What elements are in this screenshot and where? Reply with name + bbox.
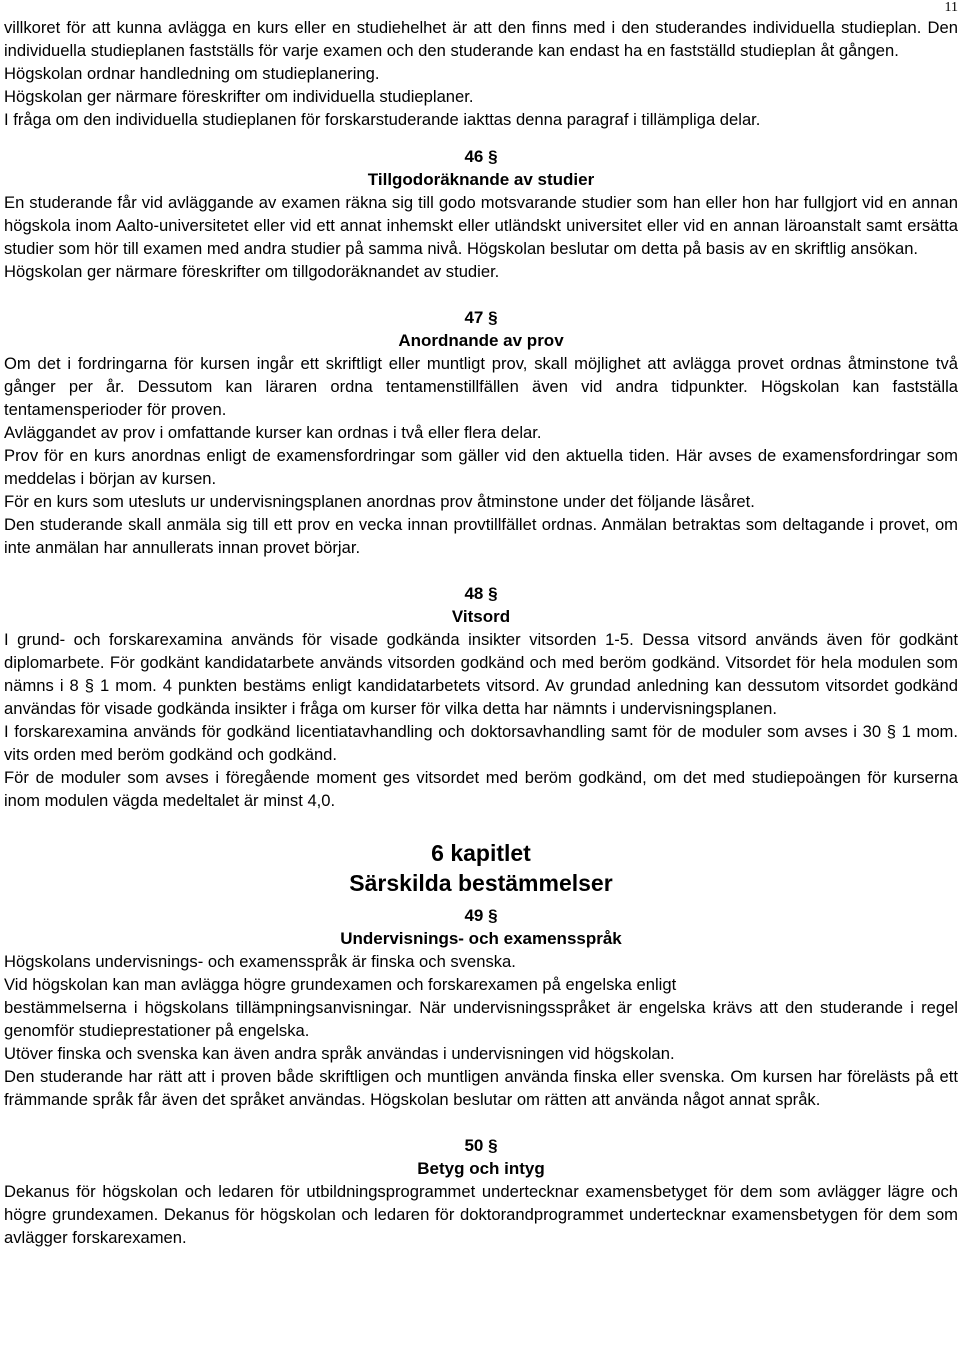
section-47-paragraph-2: Avläggandet av prov i omfattande kurser kan ordnas i två eller flera delar. — [4, 423, 542, 442]
section-47-paragraph-1: Om det i fordringarna för kursen ingår ett skriftligt eller muntligt prov, skall möjlighet att avlägga provet ordnas åtminstone två gånger per år. Dessutom kan läraren ordna tentamenstillfällen även vid andra tidpunkter. Högskolan kan fastställa tentamensperioder för proven. — [4, 354, 958, 419]
section-number: 50 — [464, 1136, 484, 1155]
intro-paragraph-1: villkoret för att kunna avlägga en kurs eller en studiehelhet är att den finns med i den studerandes individuella studieplan. Den individuella studieplanen fastställs för varje examen och den studerande kan endast ha en fastställd studieplan åt gången. — [4, 18, 958, 60]
section-sign-icon: § — [488, 308, 498, 327]
section-46-paragraph-2: Högskolan ger närmare föreskrifter om tillgodoräknandet av studier. — [4, 262, 500, 281]
section-49-paragraph-2: Vid högskolan kan man avlägga högre grundexamen och forskarexamen på engelska enligt — [4, 975, 677, 994]
section-number: 47 — [464, 308, 484, 327]
intro-paragraph-4: I fråga om den individuella studieplanen för forskarstuderande iakttas denna paragraf i tillämpliga delar. — [4, 110, 761, 129]
chapter-number: 6 kapitlet — [431, 840, 531, 866]
section-number: 49 — [464, 906, 484, 925]
section-50-paragraph-1: Dekanus för högskolan och ledaren för utbildningsprogrammet undertecknar examensbetyget för dem som avlägger lägre och högre grundexamen. Dekanus för högskolan och ledaren för doktorandprogrammet undertecknar examensbetygen för dem som avlägger forskarexamen. — [4, 1182, 958, 1247]
section-49-title: Undervisnings- och examensspråk — [340, 929, 622, 948]
section-46-number — [4, 145, 958, 168]
page-number: 11 — [944, 0, 958, 15]
section-48-paragraph-1: I grund- och forskarexamina används för visade godkända insikter vitsorden 1-5. Dessa vitsord används även för godkänt diplomarbete. För godkänt kandidatarbete används vitsorden godkänd och med beröm godkänd. Vitsordet för hela modulen som nämns i 8 § 1 mom. 4 punkten bestäms enligt kandidatarbetets vitsord. Av grundad anledning kan dessutom vitsordet godkänd användas för visade godkända insikter i fråga om kurser för vilka detta har nämnts i undervisningsplanen. — [4, 630, 958, 718]
intro-paragraph-3: Högskolan ger närmare föreskrifter om individuella studieplaner. — [4, 87, 474, 106]
section-50-title: Betyg och intyg — [417, 1159, 545, 1178]
section-50-number — [4, 1134, 958, 1157]
section-47-number — [4, 306, 958, 329]
section-47-paragraph-5: Den studerande skall anmäla sig till ett prov en vecka innan provtillfället ordnas. Anmälan betraktas som deltagande i provet, om inte anmälan har annullerats innan provet börjar. — [4, 515, 958, 557]
section-46-paragraph-1: En studerande får vid avläggande av examen räkna sig till godo motsvarande studier som han eller hon har fullgjort vid en annan högskola inom Aalto-universitetet eller vid ett annat inhemskt eller utländskt universitet eller vid en annan läroanstalt samt ersätta studier som hör till examen med andra studier på samma nivå. Högskolan beslutar om detta på basis av en skriftlig ansökan. — [4, 193, 958, 258]
section-sign-icon: § — [488, 906, 498, 925]
section-49-number — [4, 904, 958, 927]
section-sign-icon: § — [488, 584, 498, 603]
section-sign-icon: § — [488, 147, 498, 166]
section-48-paragraph-3: För de moduler som avses i föregående moment ges vitsordet med beröm godkänd, om det med studiepoängen för kurserna inom modulen vägda medeltalet är minst 4,0. — [4, 768, 958, 810]
section-49-paragraph-1: Högskolans undervisnings- och examensspråk är finska och svenska. — [4, 952, 516, 971]
section-number: 46 — [464, 147, 484, 166]
chapter-title: Särskilda bestämmelser — [349, 870, 613, 896]
document-page — [4, 16, 958, 1249]
section-48-paragraph-2: I forskarexamina används för godkänd licentiatavhandling och doktorsavhandling samt för de moduler som avses i 30 § 1 mom. vits orden med beröm godkänd och godkänd. — [4, 722, 958, 764]
section-47-title: Anordnande av prov — [398, 331, 564, 350]
section-49-paragraph-3: bestämmelserna i högskolans tillämpningsanvisningar. När undervisningsspråket är engelska krävs att den studerande i regel genomför studieprestationer på engelska. — [4, 998, 958, 1040]
section-sign-icon: § — [488, 1136, 498, 1155]
intro-paragraph-2: Högskolan ordnar handledning om studieplanering. — [4, 64, 380, 83]
section-47-paragraph-3: Prov för en kurs anordnas enligt de examensfordringar som gäller vid den aktuella tiden. Här avses de examensfordringar som meddelas i början av kursen. — [4, 446, 958, 488]
section-48-title: Vitsord — [451, 607, 511, 626]
section-47-paragraph-4: För en kurs som utesluts ur undervisningsplanen anordnas prov åtminstone under det följande läsåret. — [4, 492, 755, 511]
section-46-title: Tillgodoräknande av studier — [367, 170, 595, 189]
section-number: 48 — [464, 584, 484, 603]
section-48-number — [4, 582, 958, 605]
section-49-paragraph-4: Utöver finska och svenska kan även andra språk användas i undervisningen vid högskolan. — [4, 1044, 675, 1063]
section-49-paragraph-5: Den studerande har rätt att i proven både skriftligen och muntligen använda finska eller svenska. Om kursen har förelästs på ett främmande språk får även det språket användas. Högskolan beslutar om rätten att använda något annat språk. — [4, 1067, 958, 1109]
